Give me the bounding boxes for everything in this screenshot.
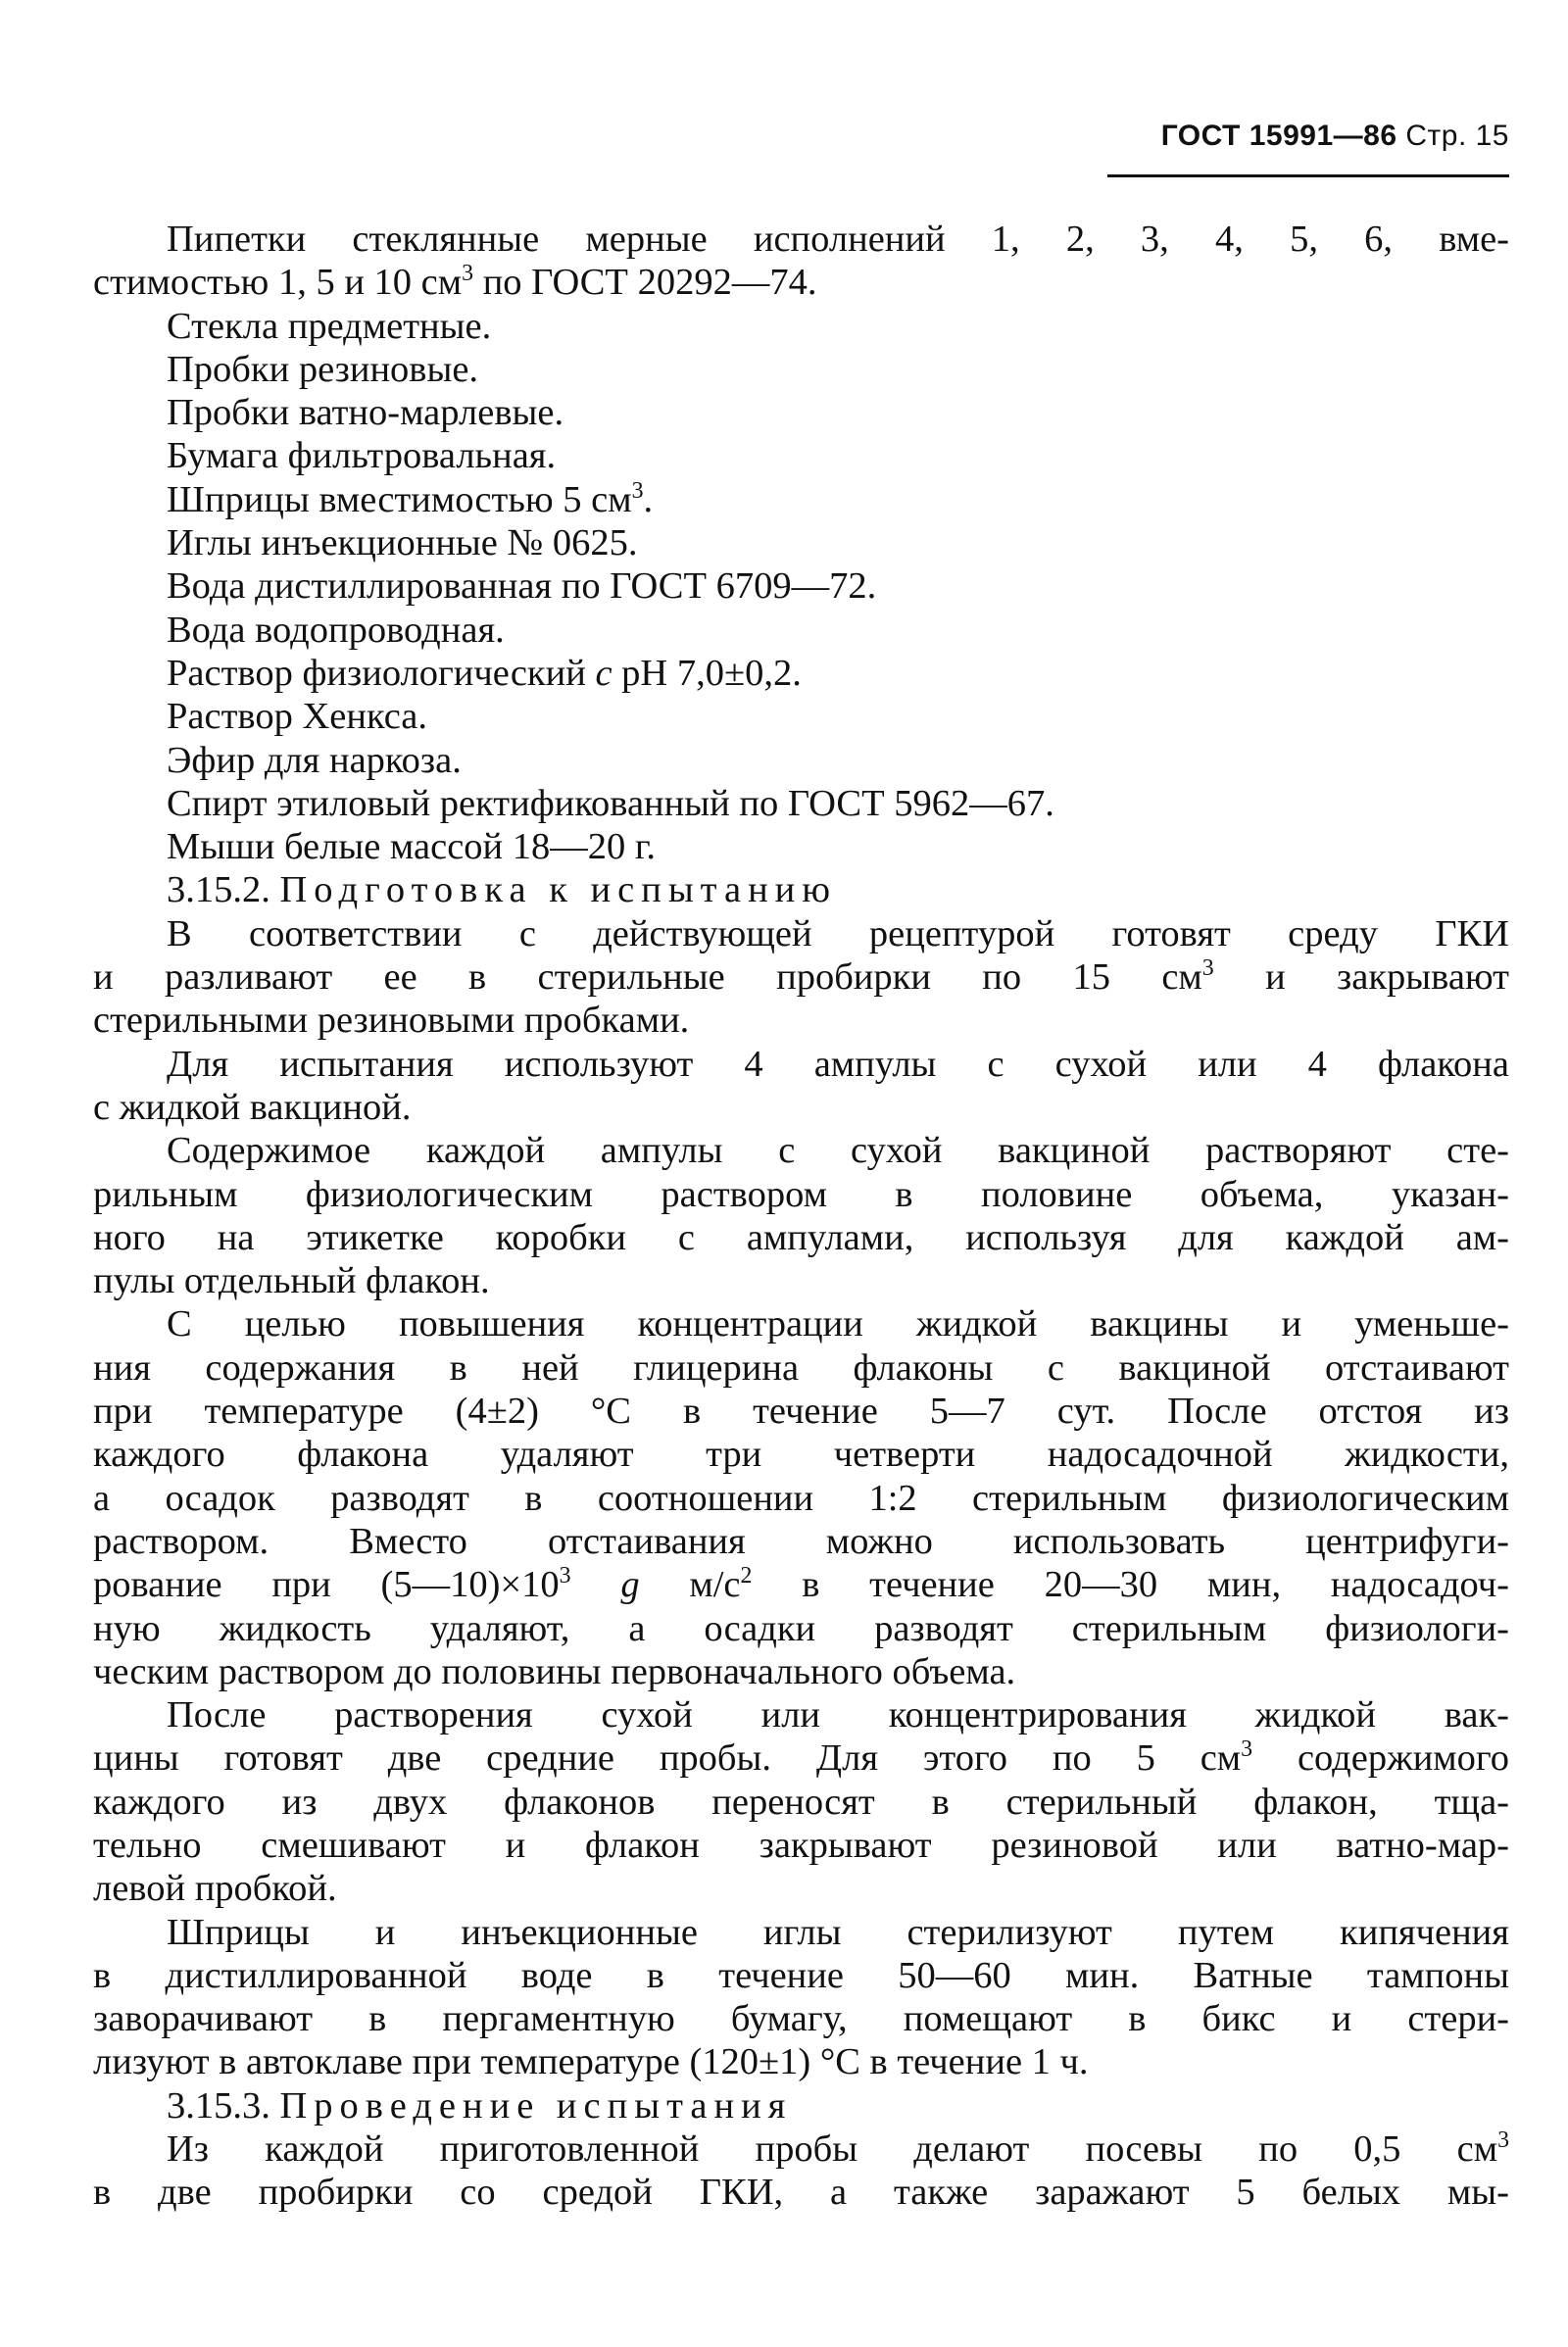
text-line: Пипетки стеклянные мерные исполнений 1, 2, 3, 4, 5, 6, вме- bbox=[167, 219, 1509, 260]
text-line: каждого из двух флаконов переносят в стерильный флакон, тща- bbox=[93, 1781, 1509, 1823]
text-line: лизуют в автоклаве при температуре (120±1) °С в течение 1 ч. bbox=[93, 2041, 1089, 2083]
page-number: Стр. 15 bbox=[1405, 120, 1509, 152]
list-item: Пробки ватно-марлевые. bbox=[167, 392, 564, 434]
text-line: ную жидкость удаляют, а осадки разводят стерильным физиологи- bbox=[93, 1607, 1509, 1649]
text-line: при температуре (4±2) °С в течение 5—7 сут. После отстоя из bbox=[93, 1391, 1509, 1433]
list-item: Спирт этиловый ректификованный по ГОСТ 5962—67. bbox=[167, 782, 1054, 824]
list-item: Пробки резиновые. bbox=[167, 348, 479, 390]
text-line: С целью повышения концентрации жидкой вакцины и уменьше- bbox=[167, 1303, 1509, 1345]
list-item: Стекла предметные. bbox=[167, 305, 492, 347]
list-item: Бумага фильтровальная. bbox=[167, 435, 557, 477]
text-line: стимостью 1, 5 и 10 $см^3$ по ГОСТ 20292—74. bbox=[93, 261, 817, 304]
text-line: а осадок разводят в соотношении 1:2 стерильным физиологическим bbox=[93, 1477, 1509, 1519]
text-line: с жидкой вакциной. bbox=[93, 1086, 412, 1128]
text-line: В соответствии с действующей рецептурой готовят среду ГКИ bbox=[167, 912, 1509, 954]
text-line: левой пробкой. bbox=[93, 1868, 337, 1910]
list-item: Раствор Хенкса. bbox=[167, 696, 427, 738]
text-line: Шприцы и инъекционные иглы стерилизуют путем кипячения bbox=[167, 1911, 1509, 1953]
text-line: Из каждой приготовленной пробы делают посевы по 0,5 $см^3$ bbox=[167, 2127, 1509, 2171]
text-line: стерильными резиновыми пробками. bbox=[93, 1000, 690, 1042]
text-line: цины готовят две средние пробы. Для этого по 5 $см^3$ содержимого bbox=[93, 1736, 1509, 1780]
text-line: ного на этикетке коробки с ампулами, используя для каждой ам- bbox=[93, 1216, 1509, 1258]
text-line: рование при $(5—10)\times 10^3$ g $м/с^2$ в течение 20—30 мин, надосадоч- bbox=[93, 1563, 1509, 1606]
text-line: в дистиллированной воде в течение 50—60 мин. Ватные тампоны bbox=[93, 1954, 1509, 1996]
standard-number: ГОСТ 15991—86 bbox=[1160, 120, 1397, 152]
section-heading: 3.15.2. Подготовка к испытанию bbox=[167, 869, 838, 911]
list-item: Вода водопроводная. bbox=[167, 609, 505, 651]
list-item: Эфир для наркоза. bbox=[167, 739, 462, 781]
text-line: После растворения сухой или концентрирования жидкой вак- bbox=[167, 1694, 1509, 1736]
text-line: каждого флакона удаляют три четверти надосадочной жидкости, bbox=[93, 1434, 1509, 1476]
list-item: Мыши белые массой 18—20 г. bbox=[167, 826, 656, 868]
list-item: Раствор физиологический с pH 7,0±0,2. bbox=[167, 652, 802, 694]
list-item: Вода дистиллированная по ГОСТ 6709—72. bbox=[167, 565, 877, 608]
text-line: раствором. Вместо отстаивания можно использовать центрифуги- bbox=[93, 1520, 1509, 1562]
text-line: рильным физиологическим раствором в половине объема, указан- bbox=[93, 1173, 1509, 1215]
text-line: ния содержания в ней глицерина флаконы с вакциной отстаивают bbox=[93, 1346, 1509, 1389]
text-line: Для испытания используют 4 ампулы с сухой или 4 флакона bbox=[167, 1043, 1509, 1085]
list-item: Шприцы вместимостью 5 $см^3$. bbox=[167, 477, 654, 520]
list-item: Иглы инъекционные № 0625. bbox=[167, 522, 638, 564]
text-line: заворачивают в пергаментную бумагу, помещают в бикс и стери- bbox=[93, 1998, 1509, 2040]
text-line: Содержимое каждой ампулы с сухой вакциной растворяют сте- bbox=[167, 1130, 1509, 1172]
section-heading: 3.15.3. Проведение испытания bbox=[167, 2084, 793, 2127]
text-line: и разливают ее в стерильные пробирки по 15 $см^3$ и закрывают bbox=[93, 955, 1509, 999]
body-text bbox=[93, 218, 1509, 2215]
page-header bbox=[1107, 120, 1509, 153]
text-line: тельно смешивают и флакон закрывают резиновой или ватно-мар- bbox=[93, 1824, 1509, 1866]
text-line: в две пробирки со средой ГКИ, а также заражают 5 белых мы- bbox=[93, 2172, 1509, 2214]
text-line: ческим раствором до половины первоначального объема. bbox=[93, 1650, 1016, 1692]
header-rule bbox=[1107, 174, 1509, 177]
text-line: пулы отдельный флакон. bbox=[93, 1260, 490, 1302]
